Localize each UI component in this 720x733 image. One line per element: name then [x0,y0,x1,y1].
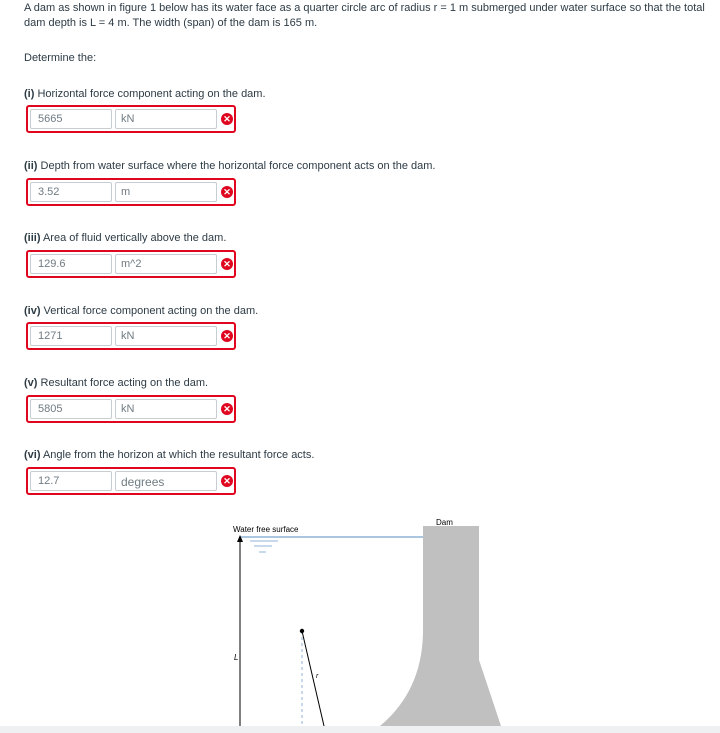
error-x-circle-icon: ✕ [221,258,233,270]
question-4-text: Vertical force component acting on the dam. [40,305,259,317]
radius-line [302,631,324,726]
dam-figure [0,510,720,726]
arrow-up-icon [237,535,243,542]
answer-1-box [26,105,236,133]
answer-3-value-input[interactable]: 129.6 [30,254,112,274]
answer-2-value-input[interactable]: 3.52 [30,182,112,202]
question-1-text: Horizontal force component acting on the dam. [34,88,266,100]
arc-center-point [300,629,304,633]
error-x-circle-icon: ✕ [221,403,233,415]
answer-4-box [26,322,236,350]
problem-statement: A dam as shown in figure 1 below has its water face as a quarter circle arc of radius r = 1 m submerged under water surface so that the total dam depth is L = 4 m. The width (span) of the dam is 165 m. [24,2,705,29]
answer-5-value-input[interactable]: 5805 [30,399,112,419]
question-6-number: (vi) [24,449,41,461]
depth-label: L [234,653,239,662]
question-3-text: Area of fluid vertically above the dam. [40,232,227,244]
dam-body [380,526,501,726]
question-1-number: (i) [24,88,35,100]
answer-3-box [26,250,236,278]
answer-6-unit-input[interactable]: degrees [115,471,217,491]
question-5-text: Resultant force acting on the dam. [37,377,209,389]
question-2-text: Depth from water surface where the horizontal force component acts on the dam. [37,160,436,172]
error-x-circle-icon: ✕ [221,330,233,342]
question-5-label [24,377,208,389]
answer-5-box [26,395,236,423]
question-4-label [24,305,258,317]
bottom-scroll-strip [0,726,720,733]
radius-label: r [316,673,319,680]
answer-5-unit-input[interactable]: kN [115,399,217,419]
question-1-label [24,88,266,100]
answer-2-box [26,178,236,206]
question-5-number: (v) [24,377,38,389]
water-surface-label: Water free surface [233,525,299,534]
question-3-label [24,232,226,244]
question-6-label [24,449,314,461]
question-4-number: (iv) [24,305,41,317]
question-2-number: (ii) [24,160,38,172]
question-6-text: Angle from the horizon at which the resultant force acts. [40,449,315,461]
answer-6-value-input[interactable]: 12.7 [30,471,112,491]
error-x-circle-icon: ✕ [221,113,233,125]
question-2-label [24,160,436,172]
answer-4-unit-input[interactable]: kN [115,326,217,346]
determine-label: Determine the: [24,52,97,64]
answer-6-box [26,467,236,495]
answer-4-value-input[interactable]: 1271 [30,326,112,346]
question-3-number: (iii) [24,232,41,244]
answer-1-value-input[interactable]: 5665 [30,109,112,129]
answer-1-unit-input[interactable]: kN [115,109,217,129]
error-x-circle-icon: ✕ [221,186,233,198]
dam-label: Dam [436,518,453,527]
error-x-circle-icon: ✕ [221,475,233,487]
answer-3-unit-input[interactable]: m^2 [115,254,217,274]
answer-2-unit-input[interactable]: m [115,182,217,202]
